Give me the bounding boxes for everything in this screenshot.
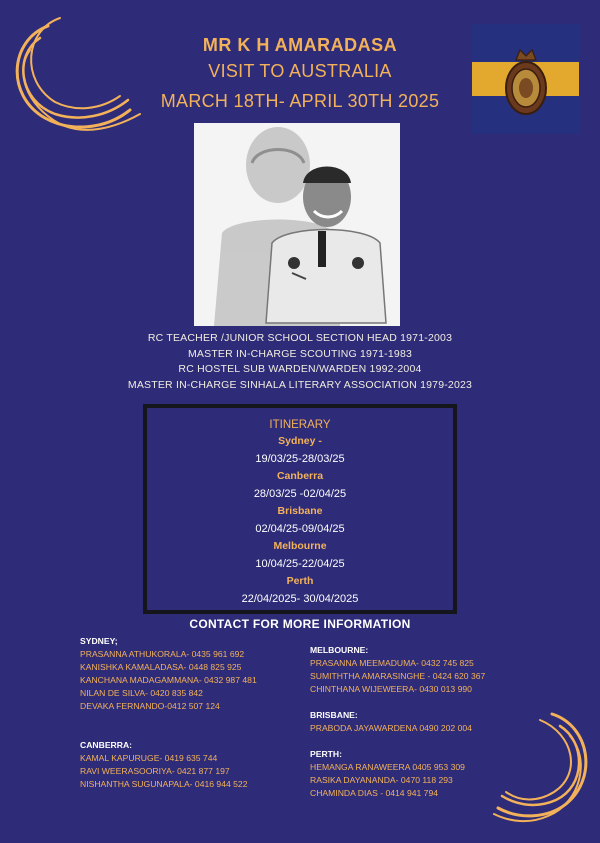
role-line: MASTER IN-CHARGE SINHALA LITERARY ASSOCIATION 1979-2023 xyxy=(127,378,473,391)
school-flag-icon xyxy=(472,24,579,134)
contact-entry: KANISHKA KAMALADASA- 0448 825 925 xyxy=(80,662,242,672)
swirl-decoration-icon xyxy=(490,708,600,828)
itinerary-dates: 02/04/25-09/04/25 xyxy=(255,523,345,535)
itinerary-box xyxy=(143,404,457,614)
role-line: RC TEACHER /JUNIOR SCHOOL SECTION HEAD 1971-2003 xyxy=(147,332,453,344)
itinerary-city: Melbourne xyxy=(273,540,327,552)
contact-column-left xyxy=(80,635,300,791)
contact-entry: SUMITHTHA AMARASINGHE - 0424 620 367 xyxy=(310,671,486,681)
contact-city-melbourne: MELBOURNE: xyxy=(310,645,369,655)
itinerary-dates: 28/03/25 -02/04/25 xyxy=(253,488,347,500)
role-line: RC HOSTEL SUB WARDEN/WARDEN 1992-2004 xyxy=(178,363,422,375)
itinerary-dates: 19/03/25-28/03/25 xyxy=(255,453,345,465)
contact-heading: CONTACT FOR MORE INFORMATION xyxy=(189,617,411,631)
contact-entry: NILAN DE SILVA- 0420 835 842 xyxy=(80,688,203,698)
contact-entry: DEVAKA FERNANDO-0412 507 124 xyxy=(80,701,220,711)
contact-entry: KAMAL KAPURUGE- 0419 635 744 xyxy=(80,753,218,763)
contact-entry: NISHANTHA SUGUNAPALA- 0416 944 522 xyxy=(80,779,248,789)
itinerary-heading: ITINERARY xyxy=(269,419,331,431)
contact-city-sydney: SYDNEY; xyxy=(80,636,118,646)
title-block xyxy=(120,34,480,116)
itinerary-city: Brisbane xyxy=(277,505,323,517)
itinerary-dates: 22/04/2025- 30/04/2025 xyxy=(241,593,359,605)
itinerary-city: Perth xyxy=(286,575,314,587)
portrait-photo xyxy=(194,123,400,326)
contact-entry: RAVI WEERASOORIYA- 0421 877 197 xyxy=(80,766,230,776)
itinerary-city: Canberra xyxy=(276,470,324,482)
contact-entry: KANCHANA MADAGAMMANA- 0432 987 481 xyxy=(80,675,257,685)
role-line: MASTER IN-CHARGE SCOUTING 1971-1983 xyxy=(187,347,413,360)
page-title: MR K H AMARADASA xyxy=(202,35,398,55)
contact-entry: RASIKA DAYANANDA- 0470 118 293 xyxy=(310,775,453,785)
contact-entry: CHINTHANA WIJEWEERA- 0430 013 990 xyxy=(310,684,472,694)
itinerary-dates: 10/04/25-22/04/25 xyxy=(255,558,345,570)
contact-entry: CHAMINDA DIAS - 0414 941 794 xyxy=(310,788,439,798)
contact-entry: HEMANGA RANAWEERA 0405 953 309 xyxy=(310,762,465,772)
visit-dates: MARCH 18TH- APRIL 30TH 2025 xyxy=(160,91,440,111)
contact-entry: PRASANNA ATHUKORALA- 0435 961 692 xyxy=(80,649,245,659)
contact-entry: PRABODA JAYAWARDENA 0490 202 004 xyxy=(310,723,472,733)
contact-city-canberra: CANBERRA: xyxy=(80,740,133,750)
contact-city-perth: PERTH: xyxy=(310,749,342,759)
contact-city-brisbane: BRISBANE: xyxy=(310,710,358,720)
contact-entry: PRASANNA MEEMADUMA- 0432 745 825 xyxy=(310,658,474,668)
visit-subtitle: VISIT TO AUSTRALIA xyxy=(208,61,392,81)
itinerary-city: Sydney - xyxy=(278,435,322,447)
roles-list xyxy=(60,331,540,393)
